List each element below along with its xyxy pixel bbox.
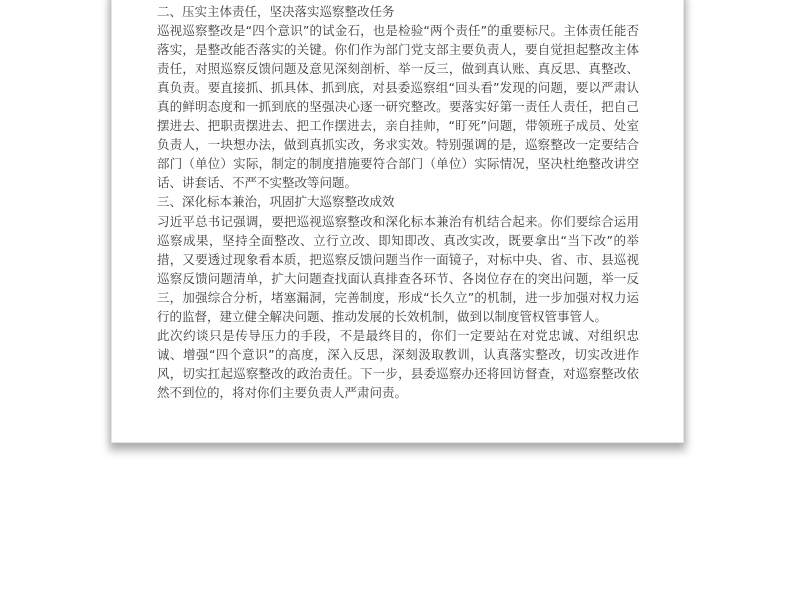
document-page [112, 0, 683, 442]
paragraph-4: 此次约谈只是传导压力的手段，不是最终目的，你们一定要站在对党忠诚、对组织忠诚、增强“四个意识”的高度，深入反思，深刻汲取教训，认真落实整改，切实改进作风，切实扛起巡察整改的政治责任。下一步，县委巡察办还将回访督查，对巡察整改依然不到位的，将对你们主要负责人严肃问责。 [157, 327, 639, 400]
document-body [157, 2, 639, 402]
section-heading-2: 二、压实主体责任，坚决落实巡察整改任务 [157, 4, 395, 19]
paragraph-2: 巡视巡察整改是“四个意识”的试金石，也是检验“两个责任”的重要标尺。主体责任能否落实，是整改能否落实的关键。你们作为部门党支部主要负责人，要自觉担起整改主体责任，对照巡察反馈问题及意见深刻剖析、举一反三，做到真认账、真反思、真整改、真负责。要直接抓、抓具体、抓到底，对县委巡察组“回头看”发现的问题，要以严肃认真的鲜明态度和一抓到底的坚强决心逐一研究整改。要落实好第一责任人责任，把自己摆进去、把职责摆进去、把工作摆进去，亲自挂帅，“盯死”问题，带领班子成员、处室负责人，一块想办法，做到真抓实改，务求实效。特别强调的是，巡察整改一定要结合部门（单位）实际，制定的制度措施要符合部门（单位）实际情况，坚决杜绝整改讲空话、讲套话、不严不实整改等问题。 [157, 23, 639, 191]
paragraph-3: 习近平总书记强调，要把巡视巡察整改和深化标本兼治有机结合起来。你们要综合运用巡察成果，坚持全面整改、立行立改、即知即改、真改实改，既要拿出“当下改”的举措，又要透过现象看本质，把巡察反馈问题当作一面镜子，对标中央、省、市、县巡视巡察反馈问题清单，扩大问题查找面认真排查各环节、各岗位存在的突出问题，举一反三，加强综合分析，堵塞漏洞，完善制度，形成“长久立”的机制，进一步加强对权力运行的监督，建立健全解决问题、推动发展的长效机制，做到以制度管权管事管人。 [157, 213, 639, 324]
section-heading-3: 三、深化标本兼治，巩固扩大巡察整改成效 [157, 194, 395, 210]
